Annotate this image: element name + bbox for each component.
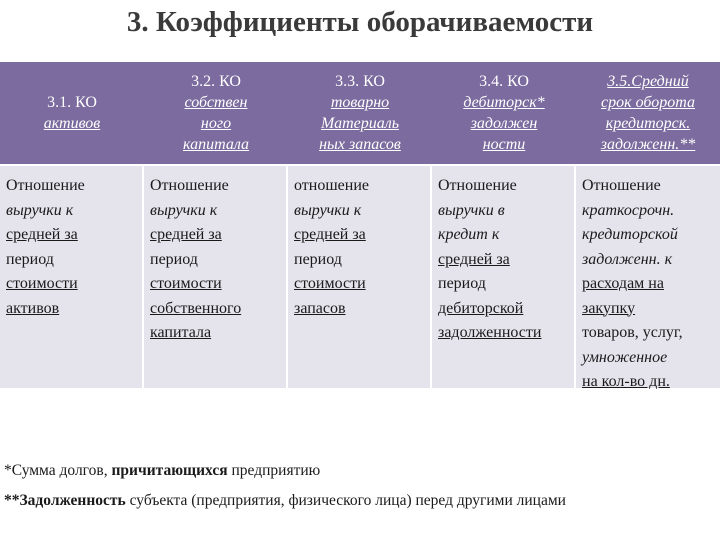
body-line: запасов — [294, 299, 346, 317]
header-cell-receivables-turnover — [432, 62, 576, 164]
body-cell-asset-turnover — [0, 166, 144, 388]
body-line: стоимости — [150, 275, 222, 292]
header-cell-inventory-turnover — [288, 62, 432, 164]
body-cell-receivables-turnover — [432, 166, 576, 388]
body-line: период — [6, 250, 54, 268]
footnote-receivables — [4, 462, 320, 480]
body-line: стоимости — [6, 275, 78, 292]
header-line: 3.4. КО — [479, 73, 529, 90]
body-line: Отношение — [582, 177, 661, 194]
body-line: средней за — [6, 226, 78, 243]
body-line: на кол-во дн. — [582, 373, 670, 390]
body-line: выручки к — [294, 201, 362, 219]
header-line: ного — [200, 115, 232, 132]
body-line: выручки к — [150, 201, 218, 219]
header-line: капитала — [182, 136, 249, 153]
body-cell-inventory-turnover — [288, 166, 432, 388]
body-line: расходам на — [582, 275, 664, 292]
footnote-text: *Сумма долгов, — [4, 462, 112, 479]
body-line: период — [150, 250, 198, 268]
header-line: товарно — [330, 94, 390, 111]
footnote-bold-term: причитающихся — [111, 462, 228, 479]
body-line: период — [438, 275, 486, 292]
body-line: средней за — [150, 226, 222, 243]
header-line: кредиторск. — [605, 115, 691, 132]
body-line: Отношение — [150, 177, 229, 194]
body-line: задолженности — [438, 324, 542, 341]
header-line: задолжен — [470, 115, 538, 132]
table-header-row — [0, 62, 720, 164]
table-body-row — [0, 164, 720, 388]
slide-title: 3. Коэффициенты оборачиваемости — [126, 6, 594, 38]
footnote-bold-term: **Задолженность — [4, 492, 126, 509]
body-cell-payables-period — [576, 166, 720, 388]
header-cell-payables-period — [576, 62, 720, 164]
body-line: средней за — [438, 250, 510, 268]
header-line: ности — [482, 136, 526, 153]
footnote-text: предприятию — [227, 462, 321, 479]
body-line: капитала — [150, 324, 212, 341]
body-line: задолженн. к — [582, 250, 673, 268]
body-line: выручки к — [6, 201, 74, 219]
header-line: дебиторск* — [463, 94, 545, 111]
body-line: закупку — [582, 299, 636, 317]
body-line: стоимости — [294, 275, 366, 292]
header-line: 3.1. КО — [47, 94, 97, 111]
body-line: умноженное — [582, 348, 668, 366]
header-line: 3.3. КО — [335, 73, 385, 90]
body-line: период — [294, 250, 342, 268]
header-line: активов — [43, 115, 101, 132]
header-line: 3.5.Средний — [607, 73, 689, 90]
footnote-payables — [4, 492, 566, 510]
header-cell-equity-turnover — [144, 62, 288, 164]
body-line: отношение — [294, 177, 369, 194]
body-line: товаров, услуг, — [582, 324, 683, 341]
header-line: задолженн.** — [600, 136, 696, 153]
body-line: активов — [6, 299, 60, 317]
body-line: собственного — [150, 299, 242, 317]
body-line: краткосрочн. — [582, 201, 675, 219]
header-line: срок оборота — [601, 94, 695, 111]
ratios-table — [0, 62, 720, 388]
footnote-text: субъекта (предприятия, физического лица) перед другими лицами — [125, 492, 566, 509]
body-line: дебиторской — [438, 299, 524, 317]
body-line: кредиторской — [582, 226, 678, 243]
body-line: выручки в — [438, 201, 505, 219]
body-line: средней за — [294, 226, 366, 243]
body-line: кредит к — [438, 226, 500, 243]
header-line: Материаль — [320, 115, 399, 132]
header-cell-asset-turnover — [0, 62, 144, 164]
body-cell-equity-turnover — [144, 166, 288, 388]
header-line: ных запасов — [319, 136, 401, 153]
header-line: собствен — [184, 94, 248, 111]
body-line: Отношение — [6, 177, 85, 194]
header-line: 3.2. КО — [191, 73, 241, 90]
body-line: Отношение — [438, 177, 517, 194]
